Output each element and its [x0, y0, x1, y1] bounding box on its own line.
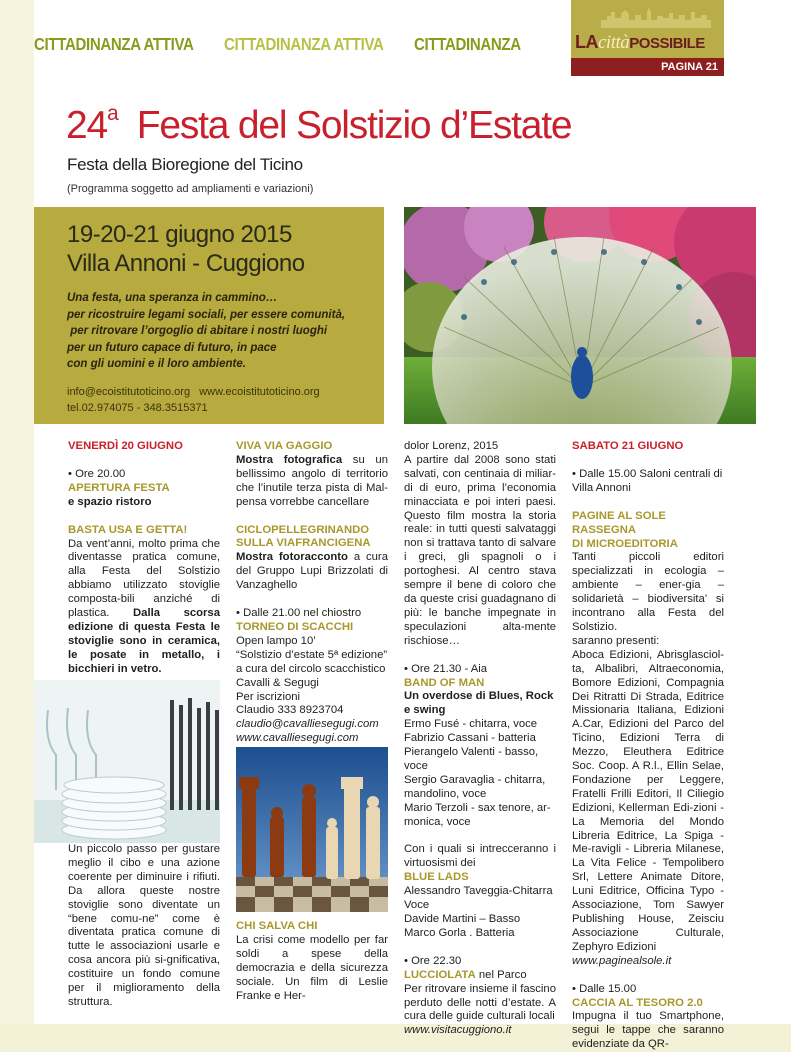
- column-events-2-continued: [236, 920, 388, 1003]
- tagline-line: per un futuro capace di futuro, in pace: [67, 341, 277, 354]
- event-text: Per ritrovare insieme il fascino perduto delle notti d’estate. A cura delle guide culturali locali: [404, 982, 556, 1023]
- band-member: Voce: [404, 899, 430, 912]
- event-title: LUCCIOLATA: [404, 968, 476, 981]
- tagline-line: con gli uomini e il loro ambiente.: [67, 358, 246, 370]
- event-title: BASTA USA E GETTA!: [68, 523, 188, 536]
- event-text: Cavalli & Segugi: [236, 676, 319, 689]
- page-subtitle: Festa della Bioregione del Ticino: [67, 155, 303, 174]
- section-header-band: [34, 34, 564, 55]
- event-text: Open lampo 10’: [236, 634, 316, 647]
- event-title: BLUE LADS: [404, 871, 469, 884]
- mostra-label: Mostra fotografica: [236, 453, 343, 466]
- event-title: RASSEGNA: [572, 523, 637, 536]
- day-heading: SABATO 21 GIUGNO: [572, 440, 684, 452]
- band-member: Marco Gorla . Batteria: [404, 926, 515, 939]
- tableware-photo: [34, 680, 220, 843]
- contacts: [67, 384, 320, 416]
- logo-possibile: POSSIBILE: [629, 35, 705, 52]
- band-word-3: CITTADINANZA: [413, 34, 521, 54]
- title-sup: a: [106, 102, 118, 125]
- contact-website[interactable]: www.visitacuggiono.it: [404, 1024, 512, 1037]
- band-member: Alessandro Taveggia-Chitarra: [404, 885, 553, 898]
- magazine-logo: [571, 0, 724, 76]
- event-text: a cura del circolo scacchistico: [236, 662, 386, 675]
- program-note: (Programma soggetto ad ampliamenti e variazioni): [67, 183, 314, 195]
- peacock-photo: [404, 207, 756, 424]
- event-title: CICLOPELLEGRINANDO: [236, 523, 370, 536]
- event-location: nel Parco: [475, 968, 527, 981]
- event-title: PAGINE AL SOLE: [572, 509, 666, 522]
- publishers-list: Aboca Edizioni, Abrisglasciol-ta, Albalibri, Altraeconomia, Bomore Edizioni, Compagnia Dei Ritratti Di Strada, Editrice Missionaria Italiana, Edizioni A.Car, Edizioni del Parco del Ticino, Edizioni Terra di Mezzo, Eleuthera Editrice Soc. Coop. A R.l., Ellin Selae, Fondazione per Leggere, Fratelli Frilli Editori, Il Ciliegio Edizioni, Kellerman Edi-zioni - La Memoria del Mondo Libreria Editrice, La Spiga - Me-ravigli - Libreria Milanese, La Vita Felice - Tempolibero Srl, Lettere Animate Ditore, Luni Editrice, Officina Typo - Associazione, Tom Sawyer Publishing House, Zeisciu Associazione Culturale, Zephyro Edizioni: [572, 648, 724, 953]
- basta-text: Da vent’anni, molto prima che diventasse pratica comune, alla Festa del Solstizio abbiamo utilizzato stoviglie composta-bili anziché di plastica.: [68, 537, 220, 620]
- logo-text: [575, 32, 705, 54]
- event-text: Un piccolo passo per gustare meglio il cibo e una azione coerente per diminuire i rifiuti. Da allora queste nostre stoviglie sono diventate un “bene comu-ne” come è diventata pratica comune di tutte le associazioni usarle e cosa ancora più si-gnificativa, costituire un fondo comune per il miglioramento della struttura.: [68, 843, 220, 1008]
- event-text: Con i quali si intrecceranno i virtuosismi dei: [404, 843, 556, 870]
- logo-citta: città: [598, 32, 630, 53]
- event-text: [236, 454, 388, 510]
- event-text: “Solstizio d’estate 5ª edizione”: [236, 648, 388, 661]
- column-friday-continued: [68, 843, 220, 1010]
- band-member: Sergio Garavaglia - chitarra, mandolino, voce: [404, 773, 546, 800]
- contact-phone: Claudio 333 8923704: [236, 704, 344, 717]
- band-member: Ermo Fusé - chitarra, voce: [404, 718, 538, 731]
- event-title: VIVA VIA GAGGIO: [236, 440, 333, 452]
- event-time: • Dalle 21.00 nel chiostro: [236, 607, 362, 620]
- tagline-line: Una festa, una speranza in cammino…: [67, 292, 278, 304]
- event-title: DI MICROEDITORIA: [572, 537, 678, 550]
- venue-line: Villa Annoni - Cuggiono: [67, 250, 305, 277]
- event-title: SULLA VIAFRANCIGENA: [236, 537, 371, 550]
- column-events-3: [404, 440, 556, 1038]
- event-dates: [67, 220, 305, 278]
- event-text: [236, 551, 388, 593]
- event-time: • Ore 21.30 - Aia: [404, 662, 488, 675]
- event-title-line: [404, 969, 556, 983]
- band-member: Davide Martini – Basso: [404, 913, 521, 925]
- logo-la: LA: [575, 32, 598, 52]
- event-title: BAND OF MAN: [404, 676, 485, 689]
- page-title: [66, 104, 571, 148]
- contact-web[interactable]: info@ecoistitutoticino.org www.ecoistitutoticino.org: [67, 386, 320, 398]
- column-saturday: [572, 440, 724, 1052]
- event-title: CACCIA AL TESORO 2.0: [572, 996, 703, 1009]
- event-text: saranno presenti:: [572, 634, 660, 647]
- basta-bold-text: Dalla scorsa edizione di questa Festa le stoviglie sono in ceramica, le posate in metallo, i bicchieri in vetro.: [68, 607, 220, 675]
- event-time: • Ore 22.30: [404, 954, 462, 967]
- mostra-text: su un bellissimo angolo di territorio che l’inutile terza pista di Mal-pensa vorrebbe cancellare: [236, 453, 388, 508]
- title-text: Festa del Solstizio d’Estate: [136, 104, 572, 147]
- page-margin: [0, 0, 34, 1024]
- event-time: • Ore 20.00: [68, 467, 126, 480]
- skyline-icon: [601, 6, 711, 28]
- event-subtitle: Un overdose di Blues, Rock e swing: [404, 690, 554, 717]
- tagline-line: per ricostruire legami sociali, per essere comunità,: [67, 308, 346, 321]
- event-time: • Dalle 15.00 Saloni centrali di Villa Annoni: [572, 467, 723, 494]
- contact-phone: tel.02.974075 - 348.3515371: [67, 402, 208, 414]
- band-member: Pierangelo Valenti - basso, voce: [404, 746, 539, 772]
- event-text: La crisi come modello per far soldi a spese della democrazia e della sicurezza sociale. Un film di Leslie Franke e Her-: [236, 933, 388, 1002]
- column-events-2: [236, 440, 388, 746]
- event-text: A partire dal 2008 sono stati salvati, con centinaia di miliar-di di euro, prima l’economia minacciata e poi interi paesi. Questo film mostra la storia reale: in tutti questi salvataggi non si trattava tanto di salvare i greci, gli spagnoli o i portoghesi. Al centro stava sempre il bene di coloro che da queste crisi guadagnano di più: le banche impegnate in speculazioni alta-mente rischiose…: [404, 453, 556, 647]
- band-member: Fabrizio Cassani - batteria: [404, 732, 536, 745]
- tagline-line: per ritrovare l’orgoglio di abitare i nostri luoghi: [67, 325, 328, 337]
- band-word-1: CITTADINANZA ATTIVA: [34, 34, 194, 54]
- page-number: PAGINA 21: [571, 58, 724, 76]
- event-text: [68, 538, 220, 677]
- dates-line: 19-20-21 giugno 2015: [67, 221, 292, 248]
- band-member: Mario Terzoli - sax tenore, ar-monica, voce: [404, 801, 551, 828]
- title-number: 24: [66, 104, 107, 147]
- event-text: Impugna il tuo Smartphone, segui le tappe che saranno evidenziate da QR-: [572, 1010, 724, 1051]
- event-time: • Dalle 15.00: [572, 982, 637, 995]
- fotoracconto-label: Mostra fotoracconto: [236, 551, 348, 564]
- event-title: APERTURA FESTA: [68, 481, 170, 494]
- chess-photo: [236, 747, 388, 912]
- event-text: Per iscrizioni: [236, 690, 301, 703]
- contact-website[interactable]: www.paginealsole.it: [572, 954, 672, 967]
- column-friday: [68, 440, 220, 677]
- event-title: TORNEO DI SCACCHI: [236, 620, 354, 633]
- event-text: dolor Lorenz, 2015: [404, 440, 499, 452]
- day-heading: VENERDÌ 20 GIUGNO: [68, 440, 183, 452]
- event-title: CHI SALVA CHI: [236, 920, 318, 932]
- contact-email[interactable]: claudio@cavalliesegugi.com: [236, 718, 379, 731]
- fotoracconto-text: a cura del Gruppo Lupi Brizzolati di Vanzaghello: [236, 551, 388, 592]
- event-info-box: [34, 207, 384, 424]
- event-subtitle: e spazio ristoro: [68, 495, 152, 508]
- contact-website[interactable]: www.cavalliesegugi.com: [236, 732, 359, 745]
- event-text: Tanti piccoli editori specializzati in ecologia – ambiente – ener-gia – solidarietà – biodiversita’ si incontrano alla Festa del Solstizio.: [572, 551, 724, 633]
- band-word-2: CITTADINANZA ATTIVA: [223, 34, 384, 54]
- tagline: [67, 290, 345, 373]
